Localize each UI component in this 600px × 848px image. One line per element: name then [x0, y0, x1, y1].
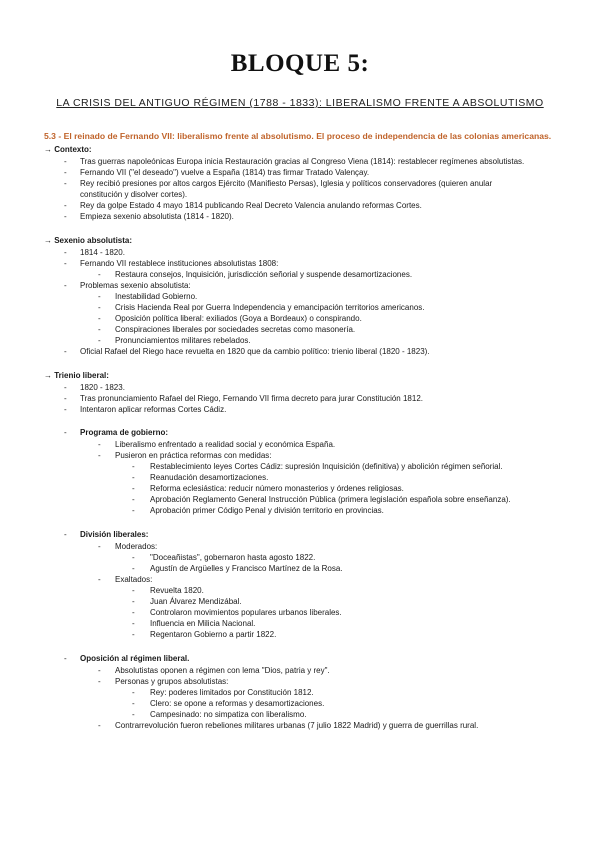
note-line: Empieza sexenio absolutista (1814 - 1820).: [80, 212, 234, 221]
bullet-marker: -: [64, 157, 67, 166]
bullet-marker: -: [132, 586, 135, 595]
bullet-marker: -: [132, 462, 135, 471]
note-line: constitución y disolver cortes).: [80, 190, 188, 199]
note-line: Revuelta 1820.: [150, 586, 204, 595]
bullet-marker: -: [64, 168, 67, 177]
bullet-marker: -: [132, 495, 135, 504]
note-line: Rey: poderes limitados por Constitución 1812.: [150, 688, 314, 697]
subheading: → Contexto:: [44, 145, 92, 154]
bullet-marker: -: [64, 281, 67, 290]
note-line: 1820 - 1823.: [80, 383, 125, 392]
bullet-marker: -: [64, 179, 67, 188]
note-line: Oposición política liberal: exiliados (Goya a Bordeaux) o conspirando.: [115, 314, 362, 323]
bullet-marker: -: [132, 506, 135, 515]
bullet-marker: -: [64, 248, 67, 257]
note-line: Pusieron en práctica reformas con medidas:: [115, 451, 272, 460]
bullet-marker: -: [98, 314, 101, 323]
bullet-marker: -: [132, 553, 135, 562]
subheading: División liberales:: [80, 530, 149, 539]
note-line: Tras pronunciamiento Rafael del Riego, Fernando VII firma decreto para jurar Constitución 1812.: [80, 394, 423, 403]
bullet-marker: -: [98, 325, 101, 334]
note-line: Conspiraciones liberales por sociedades secretas como masonería.: [115, 325, 356, 334]
bullet-marker: -: [98, 666, 101, 675]
note-line: Personas y grupos absolutistas:: [115, 677, 229, 686]
bullet-marker: -: [64, 530, 67, 539]
note-line: Clero: se opone a reformas y desamortizaciones.: [150, 699, 325, 708]
note-line: Moderados:: [115, 542, 158, 551]
bullet-marker: -: [64, 259, 67, 268]
bullet-marker: -: [132, 710, 135, 719]
note-line: Intentaron aplicar reformas Cortes Cádiz.: [80, 405, 227, 414]
note-line: Tras guerras napoleónicas Europa inicia Restauración gracias al Congreso Viena (1814): restablecer regímenes absolutistas.: [80, 157, 525, 166]
bullet-marker: -: [64, 212, 67, 221]
subheading: Programa de gobierno:: [80, 428, 169, 437]
bullet-marker: -: [64, 405, 67, 414]
bullet-marker: -: [64, 428, 67, 437]
bullet-marker: -: [98, 542, 101, 551]
bullet-marker: -: [98, 575, 101, 584]
note-line: Problemas sexenio absolutista:: [80, 281, 191, 290]
note-line: Controlaron movimientos populares urbanos liberales.: [150, 608, 342, 617]
page-title: BLOQUE 5:: [230, 50, 370, 77]
bullet-marker: -: [98, 336, 101, 345]
bullet-marker: -: [64, 201, 67, 210]
note-line: Aprobación primer Código Penal y división territorio en provincias.: [150, 506, 384, 515]
bullet-marker: -: [132, 484, 135, 493]
note-line: Inestabilidad Gobierno.: [115, 292, 198, 301]
note-line: Contrarrevolución fueron rebeliones militares urbanas (7 julio 1822 Madrid) y guerra de guerrillas rural.: [115, 721, 479, 730]
note-line: Aprobación Reglamento General Instrucción Pública (primera legislación española sobre enseñanza).: [150, 495, 511, 504]
bullet-marker: -: [132, 699, 135, 708]
note-line: Juan Álvarez Mendizábal.: [150, 597, 242, 606]
note-line: Campesinado: no simpatiza con liberalismo.: [150, 710, 307, 719]
note-line: 1814 - 1820.: [80, 248, 125, 257]
note-line: Absolutistas oponen a régimen con lema "Dios, patria y rey".: [115, 666, 330, 675]
bullet-marker: -: [98, 721, 101, 730]
note-line: Rey da golpe Estado 4 mayo 1814 publicando Real Decreto Valencia anulando reformas Cortes.: [80, 201, 422, 210]
bullet-marker: -: [132, 619, 135, 628]
note-line: Regentaron Gobierno a partir 1822.: [150, 630, 277, 639]
note-line: Agustín de Argüelles y Francisco Martínez de la Rosa.: [150, 564, 343, 573]
note-line: Liberalismo enfrentado a realidad social y económica España.: [115, 440, 336, 449]
note-line: Rey recibió presiones por altos cargos Ejército (Manifiesto Persas), Iglesia y políticos conservadores (quieren anular: [80, 179, 493, 188]
bullet-marker: -: [64, 383, 67, 392]
bullet-marker: -: [132, 608, 135, 617]
bullet-marker: -: [132, 473, 135, 482]
bullet-marker: -: [132, 597, 135, 606]
note-line: Influencia en Milicia Nacional.: [150, 619, 256, 628]
bullet-marker: -: [98, 270, 101, 279]
note-line: Fernando VII restablece instituciones absolutistas 1808:: [80, 259, 279, 268]
bullet-marker: -: [132, 630, 135, 639]
bullet-marker: -: [98, 677, 101, 686]
note-line: "Doceañistas", gobernaron hasta agosto 1822.: [150, 553, 316, 562]
note-line: Restablecimiento leyes Cortes Cádiz: supresión Inquisición (definitiva) y abolición régimen señorial.: [150, 462, 503, 471]
page-subtitle: LA CRISIS DEL ANTIGUO RÉGIMEN (1788 - 1833): LIBERALISMO FRENTE A ABSOLUTISMO: [56, 97, 544, 109]
bullet-marker: -: [98, 440, 101, 449]
bullet-marker: -: [98, 303, 101, 312]
note-line: Reanudación desamortizaciones.: [150, 473, 269, 482]
subheading: → Trienio liberal:: [44, 371, 109, 380]
note-line: Crisis Hacienda Real por Guerra Independencia y emancipación territorios americanos.: [115, 303, 425, 312]
note-line: Exaltados:: [115, 575, 153, 584]
bullet-marker: -: [98, 451, 101, 460]
note-line: Pronunciamientos militares rebelados.: [115, 336, 251, 345]
note-line: Oficial Rafael del Riego hace revuelta en 1820 que da cambio político: trienio liberal (1820 - 1823).: [80, 347, 430, 356]
bullet-marker: -: [98, 292, 101, 301]
bullet-marker: -: [132, 564, 135, 573]
bullet-marker: -: [64, 654, 67, 663]
subheading: Oposición al régimen liberal.: [80, 654, 190, 663]
subheading: → Sexenio absolutista:: [44, 236, 133, 245]
bullet-marker: -: [64, 394, 67, 403]
bullet-marker: -: [64, 347, 67, 356]
section-heading: 5.3 - El reinado de Fernando VII: liberalismo frente al absolutismo. El proceso de independencia de las colonias americanas.: [44, 131, 552, 141]
bullet-marker: -: [132, 688, 135, 697]
note-line: Reforma eclesiástica: reducir número monasterios y órdenes religiosas.: [150, 484, 404, 493]
note-line: Restaura consejos, Inquisición, jurisdicción señorial y suspende desamortizaciones.: [115, 270, 413, 279]
note-line: Fernando VII ("el deseado") vuelve a España (1814) tras firmar Tratado Valençay.: [80, 168, 370, 177]
